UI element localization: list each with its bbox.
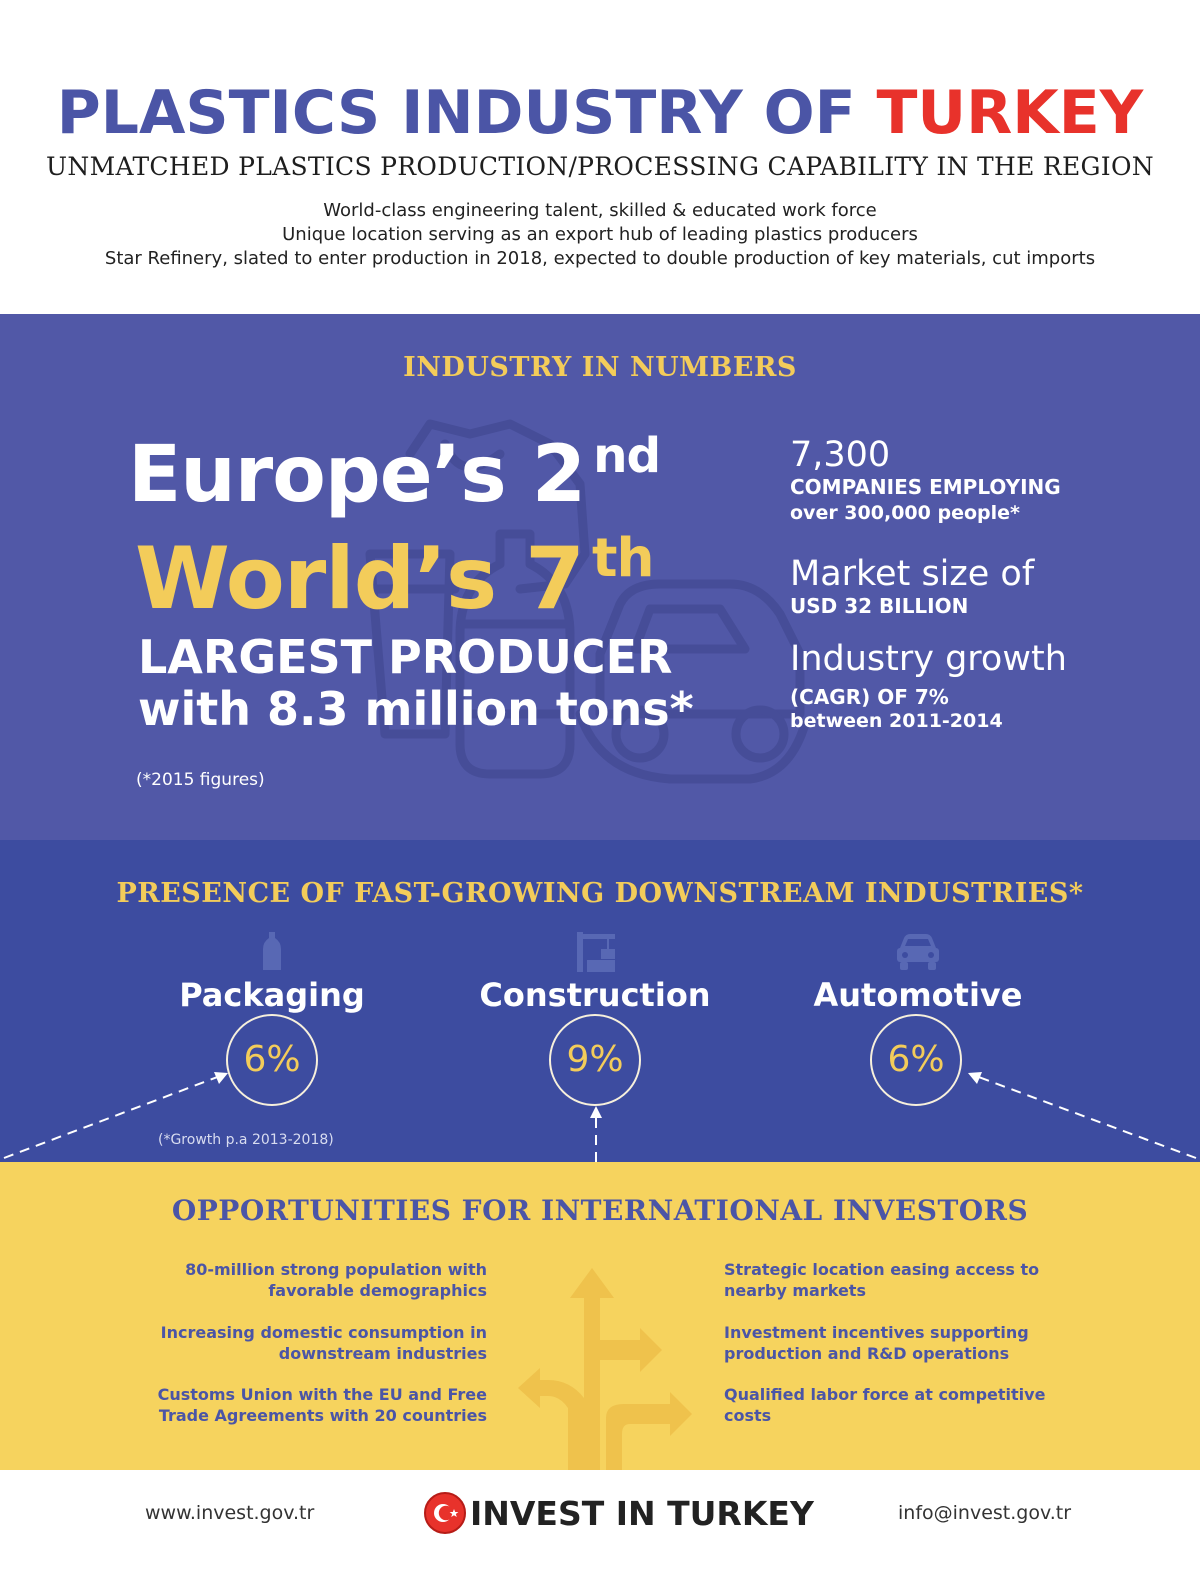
world-rank-headline	[135, 527, 654, 629]
opportunity-item: 80-million strong population with favorable demographics	[185, 1260, 487, 1300]
title-accent: TURKEY	[876, 78, 1144, 148]
bottle-icon	[262, 932, 282, 972]
world-rank-suffix: th	[591, 527, 654, 589]
page-title	[0, 78, 1200, 148]
companies-caption: COMPANIES EMPLOYING	[790, 475, 1061, 499]
world-rank-text: World’s 7	[135, 528, 584, 629]
direction-arrows-icon	[500, 1258, 700, 1470]
opportunity-item: Strategic location easing access to nearby markets	[724, 1260, 1040, 1300]
industry-construction	[465, 932, 725, 1014]
largest-producer-text: LARGEST PRODUCER	[138, 630, 673, 684]
logo-text: INVEST IN TURKEY	[470, 1494, 814, 1533]
industry-name: Automotive	[813, 976, 1023, 1014]
header-section	[0, 0, 1200, 314]
industry-numbers-section	[0, 314, 1200, 840]
growth-footnote: (*Growth p.a 2013-2018)	[158, 1132, 334, 1148]
industry-growth-value: (CAGR) OF 7%	[790, 685, 949, 709]
invest-in-turkey-logo	[424, 1492, 814, 1536]
email-link[interactable]: info@invest.gov.tr	[898, 1502, 1072, 1524]
opportunities-section	[0, 1162, 1200, 1470]
section-heading: OPPORTUNITIES FOR INTERNATIONAL INVESTORS	[171, 1194, 1029, 1227]
figures-footnote: (*2015 figures)	[136, 770, 265, 790]
industry-automotive	[788, 932, 1048, 1014]
europe-rank-suffix: nd	[593, 428, 661, 484]
europe-rank-headline	[128, 428, 661, 521]
companies-detail: over 300,000 people*	[790, 502, 1020, 524]
industry-name: Packaging	[179, 976, 365, 1014]
downstream-industries-section	[0, 840, 1200, 1162]
crane-icon	[573, 932, 617, 972]
intro-line: World-class engineering talent, skilled & educated work force	[323, 200, 877, 221]
section-heading: PRESENCE OF FAST-GROWING DOWNSTREAM INDUSTRIES*	[116, 878, 1084, 909]
footer	[0, 1470, 1200, 1570]
europe-rank-text: Europe’s 2	[128, 430, 586, 521]
growth-ring-automotive: 6%	[870, 1014, 962, 1106]
production-tons-text: with 8.3 million tons*	[138, 682, 694, 736]
market-size-value: USD 32 BILLION	[790, 594, 969, 618]
market-size-label: Market size of	[790, 554, 1035, 594]
intro-line: Star Refinery, slated to enter production in 2018, expected to double production of key materials, cut imports	[104, 248, 1096, 269]
opportunity-item: Increasing domestic consumption in downstream industries	[160, 1323, 487, 1363]
industry-name: Construction	[479, 976, 711, 1014]
industry-growth-label: Industry growth	[790, 639, 1067, 679]
title-main: PLASTICS INDUSTRY OF	[56, 78, 856, 148]
car-icon	[896, 932, 940, 972]
opportunity-item: Investment incentives supporting production and R&D operations	[724, 1323, 1029, 1363]
industry-growth-period: between 2011-2014	[790, 710, 1003, 732]
turkey-flag-emblem-icon	[424, 1492, 466, 1534]
growth-ring-construction: 9%	[549, 1014, 641, 1106]
page-subtitle: UNMATCHED PLASTICS PRODUCTION/PROCESSING CAPABILITY IN THE REGION	[46, 152, 1154, 181]
website-link[interactable]: www.invest.gov.tr	[145, 1502, 315, 1524]
companies-count: 7,300	[790, 435, 891, 475]
industry-packaging	[142, 932, 402, 1014]
intro-line: Unique location serving as an export hub of leading plastics producers	[282, 224, 918, 245]
opportunity-item: Customs Union with the EU and Free Trade Agreements with 20 countries	[157, 1385, 487, 1425]
section-heading: INDUSTRY IN NUMBERS	[403, 352, 797, 383]
growth-ring-packaging: 6%	[226, 1014, 318, 1106]
opportunity-item: Qualified labor force at competitive costs	[724, 1385, 1046, 1425]
